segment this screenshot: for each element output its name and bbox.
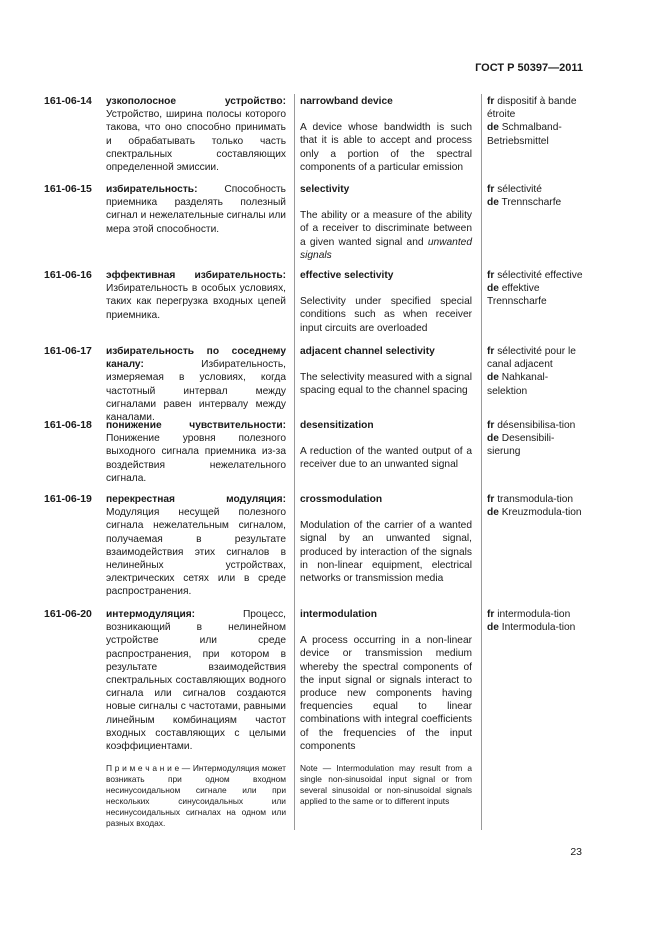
russian-definition (106, 608, 286, 829)
lang-de: de (487, 122, 499, 134)
fr-de-equivalents (487, 345, 583, 398)
french-term: sélectivité (497, 184, 542, 195)
german-term: Schmalband-Betriebsmittel (487, 122, 562, 147)
english-text: The selectivity measured with a signal spacing equal to the channel spacing (300, 372, 472, 397)
russian-text: Способность приемника разделять полезный сигнал и нежелательные сигналы или мера этой способности. (106, 184, 286, 235)
fr-de-equivalents (487, 608, 583, 634)
russian-definition (106, 419, 286, 485)
entry-number: 161-06-19 (44, 493, 92, 505)
english-text: A reduction of the wanted output of a receiver due to an unwanted signal (300, 446, 472, 471)
column-divider-ru-en (294, 94, 295, 830)
lang-fr: fr (487, 96, 495, 107)
russian-term: перекрестная модуляция: (106, 494, 286, 505)
fr-de-equivalents (487, 269, 583, 309)
english-note: Note — Intermodulation may result from a single non-sinusoidal input signal or from several sinusoidal or non-sinusoidal signals applied to the same or to different inputs (300, 763, 472, 807)
french-term: intermodula-tion (497, 609, 571, 620)
lang-de: de (487, 372, 499, 384)
lang-fr: fr (487, 609, 495, 620)
russian-term: избирательность: (106, 184, 198, 195)
french-term: sélectivité pour le canal adjacent (487, 346, 576, 371)
entry-number: 161-06-14 (44, 95, 92, 107)
russian-text: Понижение уровня полезного выходного сигнала приемника из-за воздействия нежелательного сигнала. (106, 433, 286, 484)
russian-text: Избирательность, измеряемая в условиях, когда частотный интервал между сигналами равен интервалу между каналами. (106, 359, 286, 424)
german-term: effektive Trennscharfe (487, 283, 547, 308)
english-term: selectivity (300, 184, 350, 195)
russian-term: эффективная избирательность: (106, 270, 286, 281)
entry-number: 161-06-15 (44, 183, 92, 195)
english-text: The ability or a measure of the ability of a receiver to discriminate between a given wanted signal and (300, 210, 472, 248)
german-term: Nahkanal-selektion (487, 372, 549, 397)
english-term: crossmodulation (300, 494, 383, 505)
german-term: Intermodula-tion (501, 622, 576, 634)
fr-de-equivalents (487, 95, 583, 148)
russian-term: избирательность по соседнему каналу: (106, 346, 286, 371)
english-definition (300, 419, 472, 472)
english-definition (300, 95, 472, 174)
russian-definition (106, 183, 286, 236)
column-divider-en-fr (481, 94, 482, 830)
russian-definition (106, 269, 286, 322)
english-term: adjacent channel selectivity (300, 346, 435, 357)
entry-number: 161-06-16 (44, 269, 92, 281)
russian-term: узкополосное устройство: (106, 96, 286, 107)
english-term: desensitization (300, 420, 374, 431)
entry-number: 161-06-17 (44, 345, 92, 357)
russian-text: Процесс, возникающий в нелинейном устройстве или среде распространения, при котором в результате взаимодействия спектральных составляющих водного сигнала или сигналов создаются новые сигналы с частотами, равными линейным комбинациям частот входных составляющих с целыми коэффициентами. (106, 609, 286, 753)
entry-number: 161-06-20 (44, 608, 92, 620)
french-term: dispositif à bande étroite (487, 96, 577, 121)
german-term: Kreuzmodula-tion (501, 507, 582, 519)
french-term: transmodula-tion (497, 494, 574, 505)
german-term: Desensibili-sierung (487, 433, 555, 458)
german-term: Trennscharfe (501, 197, 562, 209)
page-number: 23 (570, 846, 582, 858)
english-text-italic: unwanted signals (300, 236, 472, 261)
english-term: effective selectivity (300, 270, 394, 281)
french-term: désensibilisa-tion (497, 420, 576, 431)
english-definition (300, 183, 472, 262)
russian-definition (106, 95, 286, 174)
english-text: A device whose bandwidth is such that it is able to accept and process only a portion of the spectral components of a particular emission (300, 122, 472, 173)
lang-fr: fr (487, 270, 495, 281)
entry-number: 161-06-18 (44, 419, 92, 431)
lang-fr: fr (487, 346, 495, 357)
russian-definition (106, 345, 286, 424)
english-definition (300, 608, 472, 807)
fr-de-equivalents (487, 419, 583, 459)
english-text: Modulation of the carrier of a wanted signal by an unwanted signal, produced by interaction of the signals in non-linear equipment, electrical networks or transmission media (300, 520, 472, 585)
lang-fr: fr (487, 420, 495, 431)
lang-de: de (487, 433, 499, 445)
lang-fr: fr (487, 184, 495, 195)
lang-fr: fr (487, 494, 495, 505)
lang-de: de (487, 507, 499, 519)
english-definition (300, 345, 472, 398)
russian-text: Модуляция несущей полезного сигнала нежелательным сигналом, получаемая в результате взаимодействия этих сигналов в нелинейных устройствах, электрических сетях или в среде распространения. (106, 507, 286, 598)
fr-de-equivalents (487, 493, 583, 519)
russian-text: Избирательность в особых условиях, таких как перегрузка входных цепей приемника. (106, 283, 286, 321)
russian-text: Устройство, ширина полосы которого такова, что оно способно принимать и обрабатывать только часть спектральных составляющих определенной эмиссии. (106, 109, 286, 174)
lang-de: de (487, 622, 499, 634)
russian-term: понижение чувствительности: (106, 420, 286, 431)
english-text: Selectivity under specified special conditions such as when receiver input circuits are overloaded (300, 296, 472, 334)
english-term: narrowband device (300, 96, 393, 107)
french-term: sélectivité effective (497, 270, 583, 281)
english-definition (300, 269, 472, 335)
english-term: intermodulation (300, 609, 377, 620)
english-text: A process occurring in a non-linear device or transmission medium whereby the spectral components of the input signal or signals interact to produce new components having frequencies equal to linear combinations with integral coefficients of the frequencies of the input components (300, 635, 472, 752)
lang-de: de (487, 197, 499, 209)
english-definition (300, 493, 472, 585)
document-id: ГОСТ Р 50397—2011 (475, 62, 583, 74)
russian-definition (106, 493, 286, 599)
fr-de-equivalents (487, 183, 583, 209)
lang-de: de (487, 283, 499, 295)
russian-note: П р и м е ч а н и е — Интермодуляция может возникать при одном входном несинусоидальном сигнале или при нескольких синусоидальных или несинусоидальных сигналах на одном или разных входах. (106, 763, 286, 829)
russian-term: интермодуляция: (106, 609, 196, 620)
